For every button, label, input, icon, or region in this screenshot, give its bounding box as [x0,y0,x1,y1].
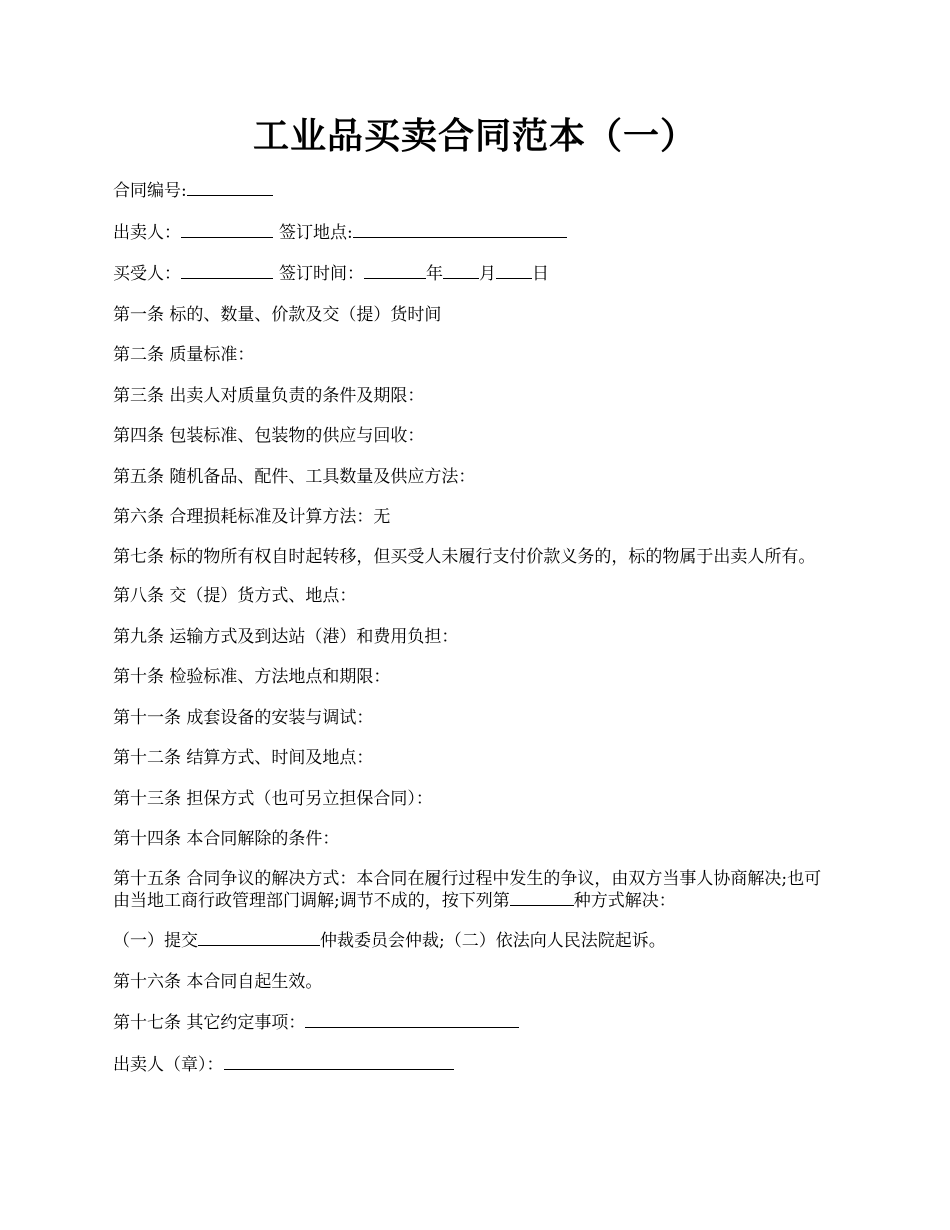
clause-11: 第十一条 成套设备的安装与调试： [113,707,374,728]
clause-8: 第八条 交（提）货方式、地点： [113,586,357,606]
clause-10: 第十条 检验标准、方法地点和期限： [113,667,391,687]
option-1-label: （一）提交 [113,931,198,951]
seller-seal-blank [224,1053,454,1070]
clause-2: 第二条 质量标准： [113,345,255,365]
clause-15 [113,869,833,911]
clause-3: 第三条 出卖人对质量负责的条件及期限： [113,385,425,406]
sign-time-label: 签订时间： [279,264,364,284]
contract-number-label: 合同编号: [113,181,187,201]
other-matters-blank [305,1011,519,1028]
seller-seal-label: 出卖人（章）： [113,1054,224,1075]
sign-place-blank [353,221,567,238]
year-blank [364,262,426,279]
clause-6: 第六条 合理损耗标准及计算方法：无 [113,507,391,527]
document-title: 工业品买卖合同范本（一） [252,115,697,157]
clause-15-text-end: 种方式解决： [573,890,676,911]
clause-13: 第十三条 担保方式（也可另立担保合同）： [113,788,433,809]
clause-4: 第四条 包装标准、包装物的供应与回收： [113,426,425,446]
month-blank [443,262,479,279]
clause-1: 第一条 标的、数量、价款及交（提）货时间 [113,304,442,325]
day-label: 日 [532,264,549,284]
clause-14: 第十四条 本合同解除的条件： [113,829,340,849]
clause-17-label: 第十七条 其它约定事项： [113,1013,306,1033]
dispute-method-blank [510,889,574,906]
clause-12: 第十二条 结算方式、时间及地点： [113,748,374,768]
clause-7: 第七条 标的物所有权自时起转移，但买受人未履行支付价款义务的，标的物属于出卖人所有。 [113,546,816,567]
year-label: 年 [426,264,443,284]
contract-number-line [113,179,833,202]
seller-seal-line [113,1053,833,1076]
seller-line [113,221,833,244]
buyer-label: 买受人： [113,264,181,284]
buyer-blank [181,262,273,279]
clause-9: 第九条 运输方式及到达站（港）和费用负担： [113,626,459,647]
month-label: 月 [479,264,496,284]
dispute-options [113,929,833,952]
seller-label: 出卖人： [113,222,181,243]
clause-15-text: 第十五条 合同争议的解决方式：本合同在履行过程中发生的争议，由双方当事人协商解决;也可由当地工商行政管理部门调解;调节不成的，按下列第 [113,868,822,911]
option-text: 仲裁委员会仲裁;（二）依法向人民法院起诉。 [320,931,666,951]
buyer-line [113,262,833,285]
sign-place-label: 签订地点: [279,222,353,243]
clause-17 [113,1011,833,1034]
document-body [113,179,833,1094]
clause-16: 第十六条 本合同自起生效。 [113,971,323,992]
clause-5: 第五条 随机备品、配件、工具数量及供应方法： [113,466,476,487]
day-blank [496,262,532,279]
seller-blank [181,221,273,238]
contract-number-blank [187,179,273,196]
arbitration-blank [198,929,320,946]
